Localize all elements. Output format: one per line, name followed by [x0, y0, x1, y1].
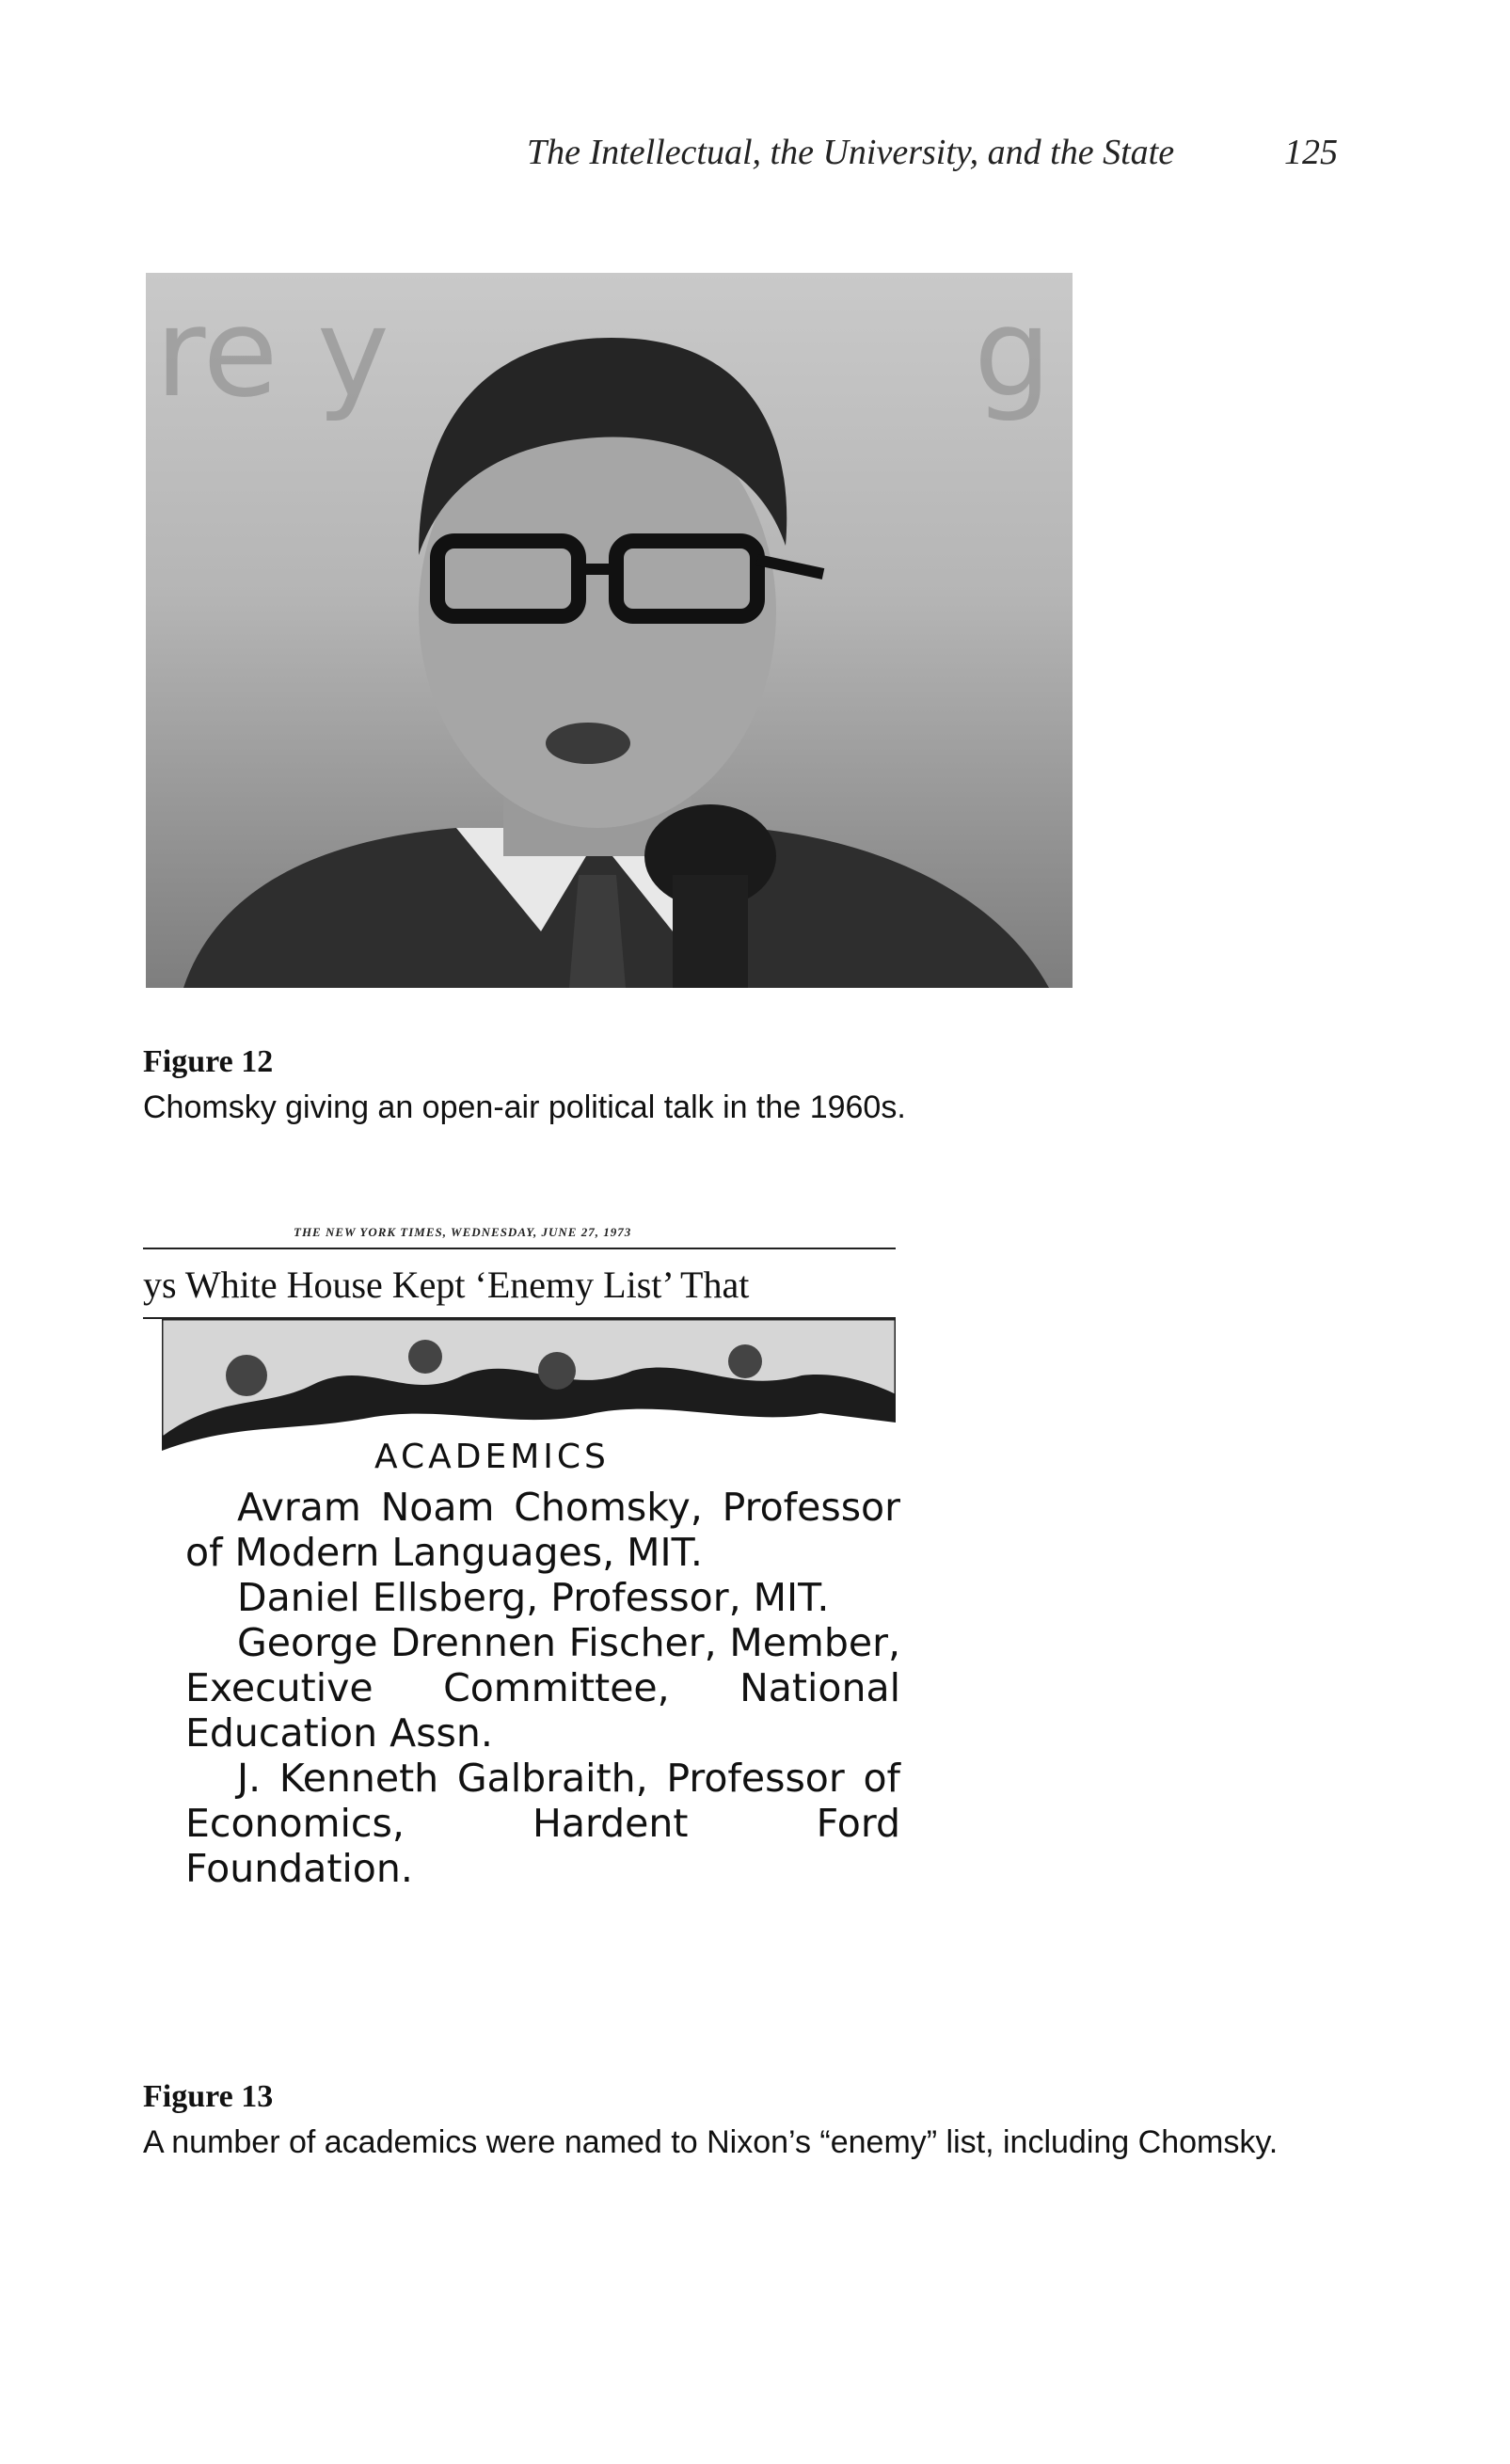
- tie: [569, 875, 626, 988]
- list-entry: Avram Noam Chomsky, Professor of Modern Languages, MIT.: [185, 1485, 900, 1575]
- banner-fragment-right: g: [974, 281, 1052, 424]
- list-entry: George Drennen Fischer, Member, Executive Committee, National Education Assn.: [185, 1620, 900, 1756]
- figure-12-photo: [146, 273, 1073, 988]
- list-entry: Daniel Ellsberg, Professor, MIT.: [237, 1575, 830, 1620]
- running-head-title: The Intellectual, the University, and the State: [527, 133, 1175, 172]
- page-number: 125: [1284, 133, 1338, 172]
- chomsky-portrait-illustration: [146, 273, 1073, 988]
- figure-12-caption: Chomsky giving an open-air political talk in the 1960s.: [143, 1089, 906, 1125]
- section-heading-academics: ACADEMICS: [369, 1438, 615, 1476]
- clipping-headline: ys White House Kept ‘Enemy List’ That: [143, 1264, 750, 1306]
- masthead-rule: [143, 1248, 896, 1249]
- enemy-list-entries: [185, 1485, 900, 1891]
- list-entry: J. Kenneth Galbraith, Professor of Economics, Hardent Ford Foundation.: [185, 1756, 900, 1891]
- banner-fragment-left: re y: [155, 281, 389, 424]
- figure-13-caption: A number of academics were named to Nixon’s “enemy” list, including Chomsky.: [143, 2124, 1279, 2160]
- figure-12-label: Figure 12: [143, 1044, 274, 1079]
- newspaper-masthead: THE NEW YORK TIMES, WEDNESDAY, JUNE 27, 1973: [294, 1225, 632, 1239]
- figure-13-label: Figure 13: [143, 2079, 274, 2114]
- mouth: [546, 723, 630, 764]
- figure-13-clipping: [143, 1223, 900, 2032]
